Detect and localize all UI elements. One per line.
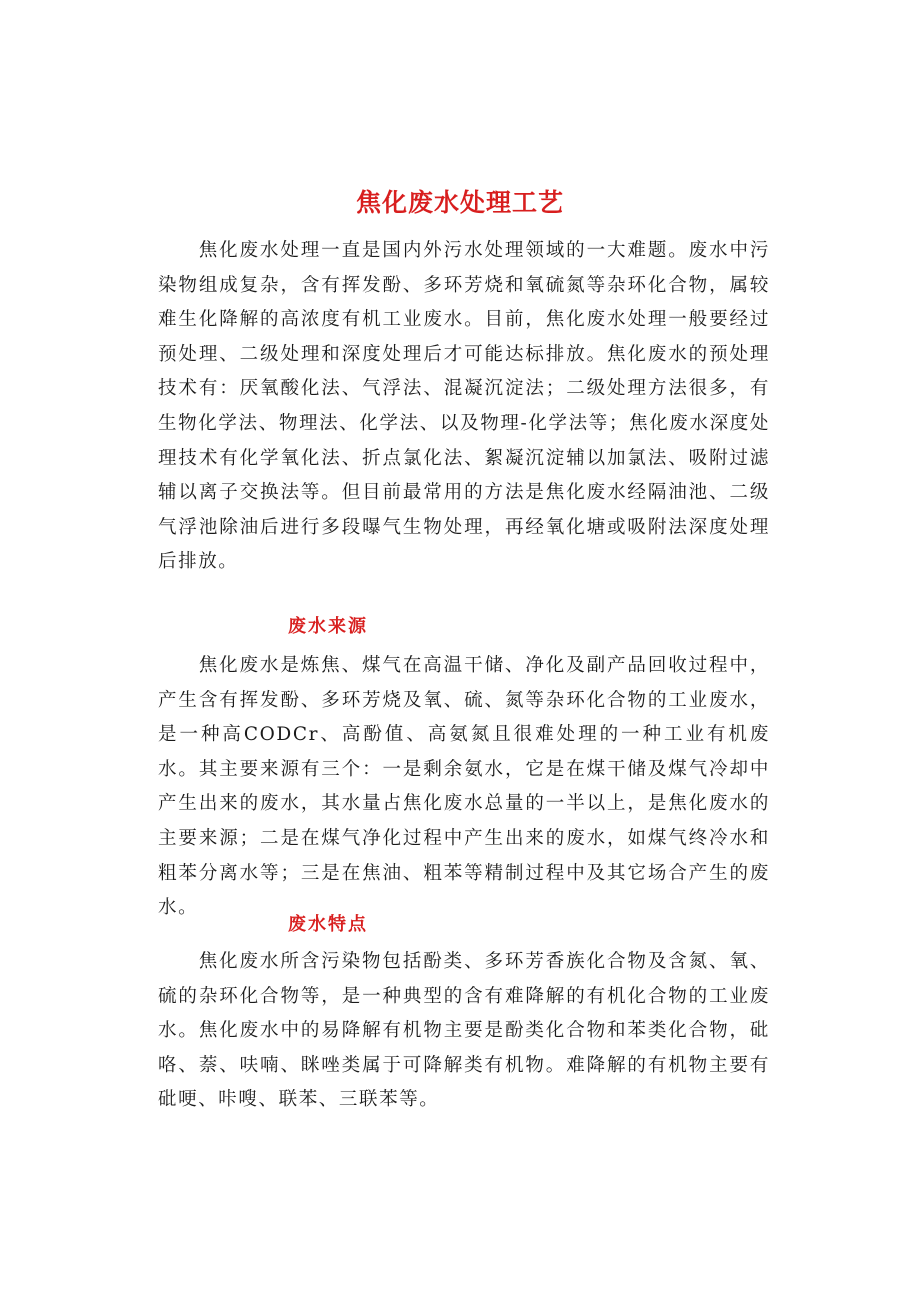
intro-paragraph: 焦化废水处理一直是国内外污水处理领域的一大难题。废水中污染物组成复杂，含有挥发酚、多环芳烧和氧硫氮等杂环化合物，属较难生化降解的高浓度有机工业废水。目前，焦化废水处理一般要经过预处理、二级处理和深度处理后才可能达标排放。焦化废水的预处理技术有：厌氧酸化法、气浮法、混凝沉淀法；二级处理方法很多，有生物化学法、物理法、化学法、以及物理-化学法等；焦化废水深度处理技术有化学氧化法、折点氯化法、絮凝沉淀辅以加氯法、吸附过滤辅以离子交换法等。但目前最常用的方法是焦化废水经隔油池、二级气浮池除油后进行多段曝气生物处理，再经氧化塘或吸附法深度处理后排放。 <box>158 240 770 573</box>
section-heading-features: 废水特点 <box>288 914 368 935</box>
section-heading-source: 废水来源 <box>288 616 368 637</box>
section-body-source: 焦化废水是炼焦、煤气在高温干储、净化及副产品回收过程中，产生含有挥发酚、多环芳烧及氧、硫、氮等杂环化合物的工业废水，是一种高CODCr、高酚值、高氨氮且很难处理的一种工业有机废水。其主要来源有三个：一是剩余氨水，它是在煤干储及煤气冷却中产生出来的废水，其水量占焦化废水总量的一半以上，是焦化废水的主要来源；二是在煤气净化过程中产生出来的废水，如煤气终冷水和粗苯分离水等；三是在焦油、粗苯等精制过程中及其它场合产生的废水。 <box>158 655 770 919</box>
document-title: 焦化废水处理工艺 <box>355 187 564 217</box>
section-body-features: 焦化废水所含污染物包括酚类、多环芳香族化合物及含氮、氧、硫的杂环化合物等，是一种典型的含有难降解的有机化合物的工业废水。焦化废水中的易降解有机物主要是酚类化合物和苯类化合物，砒咯、萘、呋喃、眯唑类属于可降解类有机物。难降解的有机物主要有砒哽、咔嗖、联苯、三联苯等。 <box>158 951 770 1111</box>
